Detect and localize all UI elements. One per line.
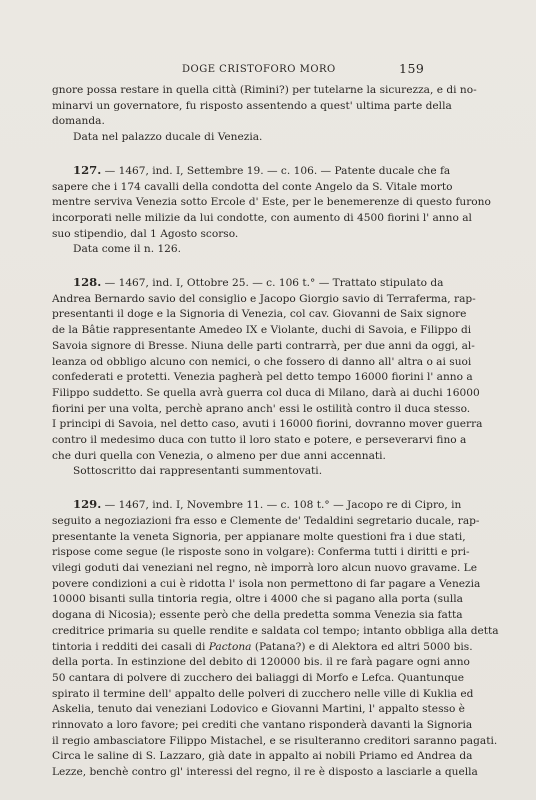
entry-number: 127. <box>73 162 102 177</box>
text-line: incorporati nelle milizie da lui condotte, con aumento di 4500 fiorini l' anno al <box>52 211 472 224</box>
text-line: sapere che i 174 cavalli della condotta del conte Angelo da S. Vitale morto <box>52 180 453 193</box>
text-line: Filippo suddetto. Se quella avrà guerra col duca di Milano, darà ai duchi 16000 <box>52 386 480 399</box>
running-head: DOGE CRISTOFORO MORO <box>182 64 336 75</box>
text-line: de la Bâtie rappresentante Amedeo IX e Violante, duchi di Savoia, e Filippo di <box>52 324 472 337</box>
text-line: povere condizioni a cui è ridotta l' isola non permettono di far pagare a Venezia <box>52 577 481 590</box>
entry-128 <box>52 275 483 480</box>
closing-line: Data nel palazzo ducale di Venezia. <box>73 131 263 144</box>
text-line: leanza od obbligo alcuno con nemici, o che fossero di danno all' altra o ai suoi <box>52 355 472 368</box>
entry-number: 129. <box>73 497 102 512</box>
page-number: 159 <box>399 61 425 76</box>
text-line: minarvi un governatore, fu risposto assentendo a quest' ultima parte della <box>52 99 452 112</box>
text-line: presentanti il doge e la Signoria di Venezia, col cav. Giovanni de Saix signore <box>52 308 467 321</box>
text-line: — 1467, ind. I, Ottobre 25. — c. 106 t.° — Trattato stipulato da <box>101 277 444 290</box>
text-line: mentre serviva Venezia sotto Ercole d' Este, per le benemerenze di questo furono <box>52 196 491 209</box>
text-line: confederati e protetti. Venezia pagherà pel detto tempo 16000 fiorini l' anno a <box>52 371 473 384</box>
closing-line: Data come il n. 126. <box>73 243 182 256</box>
text-line: I principi di Savoia, nel detto caso, avuti i 16000 fiorini, dovranno mover guerra <box>52 418 483 431</box>
text-line: seguito a negoziazioni fra esso e Clemente de' Tedaldini segretario ducale, rap- <box>52 514 480 527</box>
text-line: il regio ambasciatore Filippo Mistachel, e se risulteranno creditori saranno pagati. <box>52 734 498 747</box>
text-line: fiorini per una volta, perchè aprano anch' essi le ostilità contro il duca stesso. <box>52 402 471 415</box>
text-line: Andrea Bernardo savio del consiglio e Jacopo Giorgio savio di Terraferma, rap- <box>52 292 476 305</box>
text-line: dogana di Nicosia); essente però che della predetta somma Venezia sia fatta <box>52 609 463 622</box>
text-line: rispose come segue (le risposte sono in volgare): Conferma tutti i diritti e pri- <box>52 546 470 559</box>
text-line: presentante la veneta Signoria, per appianare molte questioni fra i due stati, <box>52 530 466 543</box>
text-line: tintoria i redditi dei casali di Pactona (Patana?) e di Alektora ed altri 5000 bis. <box>52 640 473 653</box>
text-line: — 1467, ind. I, Novembre 11. — c. 108 t.° — Jacopo re di Cipro, in <box>101 499 462 512</box>
text-line: suo stipendio, dal 1 Agosto scorso. <box>52 227 239 240</box>
text-line: che duri quella con Venezia, o almeno per due anni accennati. <box>52 449 386 462</box>
paragraph-continuation <box>52 83 477 146</box>
text-line: contro il medesimo duca con tutto il loro stato e potere, e perseverarvi fino a <box>52 434 467 447</box>
text-line: rinnovato a loro favore; pei crediti che vantano risponderà davanti la Signoria <box>52 719 473 732</box>
entry-number: 128. <box>73 275 102 290</box>
page-body <box>52 83 499 781</box>
text-line: della porta. In estinzione del debito di 120000 bis. il re farà pagare ogni anno <box>52 656 470 669</box>
text-line: vilegi goduti dai veneziani nel regno, nè imporrà loro alcun nuovo gravame. Le <box>52 561 477 574</box>
text-line: 50 cantara di polvere di zucchero dei baliaggi di Morfo e Lefca. Quantunque <box>52 671 465 684</box>
closing-line: Sottoscritto dai rappresentanti summentovati. <box>73 465 323 478</box>
text-line: creditrice primaria su quelle rendite e saldata col tempo; intanto obbliga alla detta <box>52 624 499 637</box>
entry-129 <box>52 497 499 781</box>
text-line: gnore possa restare in quella città (Rimini?) per tutelarne la sicurezza, e di no- <box>52 84 477 96</box>
text-line: domanda. <box>52 115 105 128</box>
text-line: 10000 bisanti sulla tintoria regia, oltre i 4000 che si pagano alla porta (sulla <box>52 593 463 606</box>
entry-127 <box>52 162 491 258</box>
text-line: Lezze, benchè contro gl' interessi del regno, il re è disposto a lasciarle a quella <box>52 766 478 779</box>
text-line: Savoia signore di Bresse. Niuna delle parti contrarrà, per due anni da oggi, al- <box>52 339 475 352</box>
text-line: spirato il termine dell' appalto delle polveri di zucchero nelle ville di Kuklia ed <box>52 687 474 700</box>
text-line: Askelia, tenuto dai veneziani Lodovico e Giovanni Martini, l' appalto stesso è <box>52 703 465 716</box>
text-line: Circa le saline di S. Lazzaro, già date in appalto ai nobili Priamo ed Andrea da <box>52 750 473 763</box>
text-line: — 1467, ind. I, Settembre 19. — c. 106. — Patente ducale che fa <box>101 164 451 177</box>
